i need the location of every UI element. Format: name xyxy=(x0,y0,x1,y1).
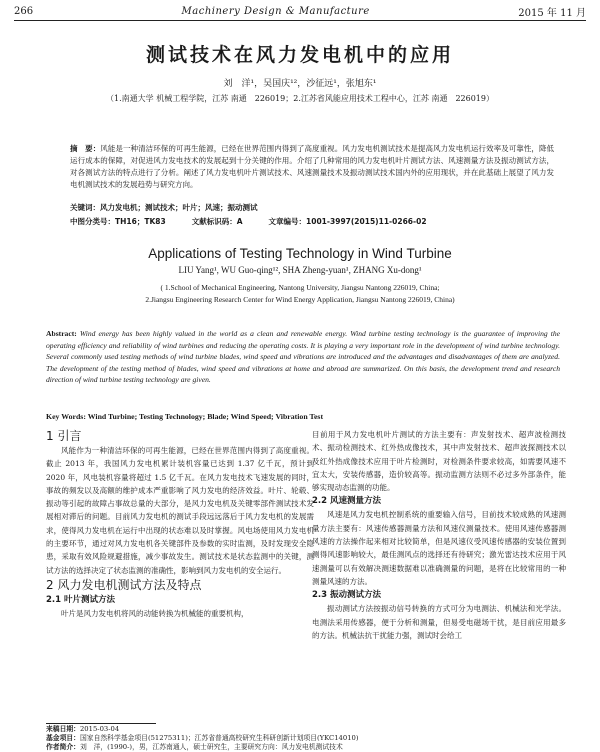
fund-value: 国家自然科学基金项目(51275311)；江苏省普通高校研究生科研创新计划项目(YKC14010) xyxy=(79,734,359,742)
english-affiliation-1: ( 1.School of Mechanical Engineering, Nantong University, Jiangsu Nantong 226019, China; xyxy=(160,283,440,292)
english-affiliation-2: 2.Jiangsu Engineering Research Center for Wind Energy Application, Jiangsu Nantong 226019, China) xyxy=(145,295,455,304)
fund-project xyxy=(46,734,570,743)
chinese-abstract xyxy=(70,143,554,191)
page-number: 266 xyxy=(14,5,34,17)
received-value: 2015-03-04 xyxy=(79,725,120,733)
received-label: 来稿日期： xyxy=(46,725,80,733)
author-value: 刘 洋，(1990-)，男，江苏南通人，硕士研究生，主要研究方向：风力发电机测试技术 xyxy=(79,743,343,751)
chinese-keywords-label: 关键词： xyxy=(70,203,100,212)
footnotes xyxy=(46,725,570,752)
english-keywords xyxy=(46,412,560,421)
section-1-heading: 1 引言 xyxy=(46,429,82,443)
section-2-1-heading: 2.1 叶片测试方法 xyxy=(46,594,116,605)
english-abstract xyxy=(46,328,560,386)
chinese-abstract-label: 摘 要： xyxy=(70,144,101,153)
fund-label: 基金项目： xyxy=(46,734,80,742)
issue-date: 2015 年 11 月 xyxy=(518,7,586,19)
english-abstract-text: Wind energy has been highly valued in the world as a clean and renewable energy. Wind turbine testing technology is the guarantee of improving the operating efficiency and reliability of wind turbines and reducing the operating costs. It is playing a very important role in the development of wind turbine technology. Several commonly used testing methods of wind turbine blades, wind speed and vibrations are introduced and the advantages and disadvantages of them are analyzed. The development of the testing method of blades, wind speed and vibrations at home and abroad are summarized. On this basis, the development trend and research direction of wind turbine testing technology are given. xyxy=(46,329,560,385)
document-code: 文献标识码：A xyxy=(191,217,243,226)
header-rule xyxy=(14,20,586,21)
chinese-abstract-text: 风能是一种清洁环保的可再生能源，已经在世界范围内得到了高度重视。风力发电机测试技术是提高风力发电机运行效率及可靠性，降低运行成本的保障，对促进风力发电技术的发展起到十分关键的作用。介绍了几种常用的风力发电机叶片测试方法、风速测量方法及振动测试方法，对各测试方法的特点进行了分析。阐述了风力发电机叶片测试技术、风速测量技术及振动测试技术国内外的应用现状，并在此基础上展望了风力发电机测试技术的发展趋势与研究方向。 xyxy=(70,144,555,189)
chinese-title: 测试技术在风力发电机中的应用 xyxy=(145,44,454,66)
english-keywords-label: Key Words: xyxy=(46,412,86,421)
english-authors: LIU Yang¹, WU Guo-qing¹², SHA Zheng-yuan¹, ZHANG Xu-dong¹ xyxy=(178,265,422,275)
english-keywords-text: Wind Turbine; Testing Technology; Blade; Wind Speed; Vibration Test xyxy=(87,412,324,421)
left-column xyxy=(46,428,314,620)
article-number: 文章编号：1001-3997(2015)11-0266-02 xyxy=(268,217,427,226)
chinese-affiliation: （1.南通大学 机械工程学院，江苏 南通 226019；2.江苏省风能应用技术工程中心，江苏 南通 226019） xyxy=(106,94,494,103)
blade-methods-paragraph: 目前用于风力发电机叶片测试的方法主要有：声发射技术、超声波检测技术、振动检测技术、红外热成像技术，其中声发射技术、超声波探测技术以及红外热成像技术应用于叶片检测时，对检测条件要求较高，如需要风速不宜太大，安装传感器，造价较高等。振动监测方法则不必过多外部条件，能够实现动态监测的功能。 xyxy=(312,430,566,493)
received-date xyxy=(46,725,570,734)
section-2-2-heading: 2.2 风速测量方法 xyxy=(312,496,382,507)
running-header xyxy=(14,4,586,18)
section-2-heading: 2 风力发电机测试方法及特点 xyxy=(46,577,202,592)
english-abstract-label: Abstract: xyxy=(46,329,77,338)
chinese-keywords xyxy=(70,202,554,213)
english-title: Applications of Testing Technology in Wind Turbine xyxy=(148,246,452,261)
right-column xyxy=(312,428,566,642)
section-1-paragraph: 风能作为一种清洁环保的可再生能源，已经在世界范围内得到了高度重视。截止 2013 年，我国风力发电机累计装机容量已达到 1.37 亿千瓦，预计到 2020 年，风电装机容量将超过 1.5 亿千瓦。在风力发电技术飞速发展的同时，事故的频发以及高额的维护成本严重影响了风力发电的经济效益。叶片、轮毂、振动等引起的故障占事故总量的大部分，是风力发电机及关键零部件测试技术发展相对滞后的问题。目前风力发电机的测试手段远远落后于风力发电机的发展需求，使得风力发电机在运行中出现的状态难以及时掌握。风电场使用风力发电机的主要环节，通过对风力发电机各关键部件及参数的实时监测，及时发现安全隐患，采取有效风险规避措施，减少事故发生。测试技术是状态监测中的关键，测试方法的选择决定了状态监测的准确性，影响到风力发电机的安全运行。 xyxy=(46,446,314,575)
section-2-3-paragraph: 振动测试方法按振动信号转换的方式可分为电测法、机械法和光学法。电测法采用传感器，便于分析和测量，但易受电磁场干扰，是目前应用最多的方法。机械法抗干扰能力强，测试时会给工 xyxy=(312,604,566,640)
section-2-1-paragraph: 叶片是风力发电机将风的动能转换为机械能的重要机构， xyxy=(61,608,249,618)
classification-line xyxy=(70,216,554,227)
chinese-authors: 刘 洋¹，吴国庆¹²，沙征远¹，张旭东¹ xyxy=(223,79,377,89)
class-number: 中图分类号：TH16；TK83 xyxy=(70,217,166,226)
section-2-3-heading: 2.3 振动测试方法 xyxy=(312,590,382,601)
journal-name: Machinery Design & Manufacture xyxy=(181,5,370,17)
author-label: 作者简介： xyxy=(46,743,80,751)
section-2-2-paragraph: 风速是风力发电机控制系统的重要输入信号，目前技术较成熟的风速测量方法主要有：风速传感器测量方法和风速仪测量技术。使用风速传感器测风速的方法操作起来相对比较简单，但是风速仪受风速传感器的安装位置到测得风速影响较大，最佳测风点的选择还有待研究；激光雷达技术应用于风速测量可以有效解决测速数据难以准确测量的问题，是将在比较常用的一种测量风速的方法。 xyxy=(312,510,566,586)
chinese-keywords-text: 风力发电机；测试技术；叶片；风速；振动测试 xyxy=(100,203,258,212)
footnote-rule xyxy=(46,723,156,724)
